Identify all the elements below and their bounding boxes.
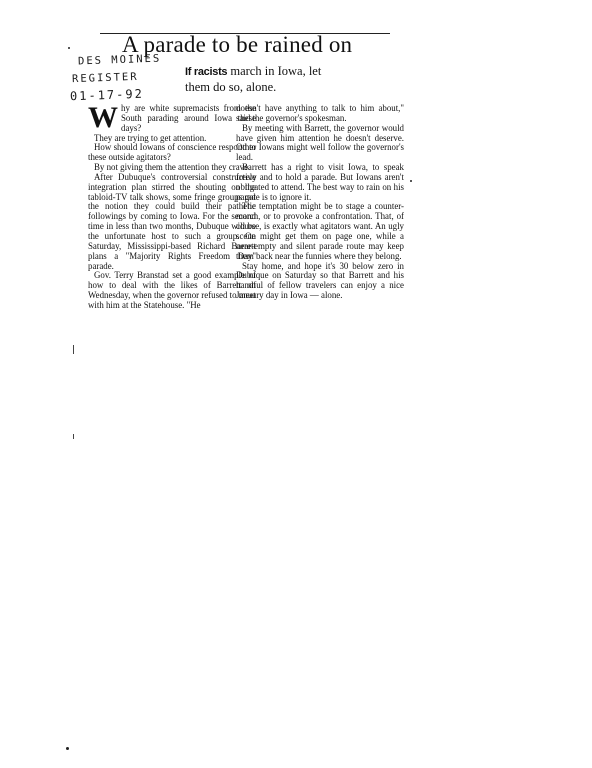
paragraph: They are trying to get attention. xyxy=(94,132,207,143)
headline: A parade to be rained on xyxy=(122,32,353,57)
scan-speck xyxy=(410,180,412,182)
handwritten-source-line2: REGISTER xyxy=(71,70,139,86)
scan-mark xyxy=(73,434,74,439)
article-column-2 xyxy=(236,104,404,301)
handwritten-source-line1: DES MOINES xyxy=(77,52,162,68)
paragraph: The temptation might be to stage a counter-march, or to provoke a confrontation. That, of course, is exactly what agitators want. An ugly scene might get them on page one, while a near-empty and silent parade route may keep them back near the funnies where they belong. xyxy=(236,201,404,261)
lead-text: hy are white supremacists from the South parading around Iowa these days? xyxy=(121,103,256,133)
deck-text: march in Iowa, let them do so, alone. xyxy=(185,64,322,94)
paragraph: Gov. Terry Branstad set a good example of how to deal with the likes of Barrett on Wednesday, when the governor refused to meet with him at the Statehouse. "He xyxy=(88,270,257,310)
handwritten-date: 01-17-92 xyxy=(69,86,145,104)
paragraph: Barrett has a right to visit Iowa, to speak freely and to hold a parade. But Iowans aren't obligated to attend. The best way to rain on his parade is to ignore it. xyxy=(236,162,404,202)
article-column-1 xyxy=(88,101,257,311)
paragraph: How should Iowans of conscience respond to these outside agitators? xyxy=(88,142,256,163)
paragraph: Stay home, and hope it's 30 below zero in Dubuque on Saturday so that Barrett and his handful of fellow travelers can enjoy a nice January day in Iowa — alone. xyxy=(236,260,404,301)
deck-kicker: If racists xyxy=(185,66,228,78)
drop-cap: W xyxy=(88,101,118,134)
deck-subheadline xyxy=(185,64,325,95)
scan-speck xyxy=(66,747,69,750)
paragraph: doesn't have anything to talk to him about," said the governor's spokesman. xyxy=(236,103,404,123)
paragraph: After Dubuque's controversial constructive integration plan stirred the shouting on the tabloid-TV talk shows, some fringe groups got the notion they could build their pathetic followings by coming to Iowa. For the second time in less than two months, Dubuque will be the unfortunate host to such a group. On Saturday, Mississippi-based Richard Barrett plans a "Majority Rights Freedom Day" parade. xyxy=(88,171,256,271)
paragraph: By not giving them the attention they crave. xyxy=(94,162,251,173)
paragraph: By meeting with Barrett, the governor would have given him attention he doesn't deserve. Other Iowans might well follow the governor's lead. xyxy=(236,122,404,163)
scan-speck xyxy=(68,47,70,49)
lead-paragraph xyxy=(88,101,256,134)
scan-mark xyxy=(73,345,74,354)
